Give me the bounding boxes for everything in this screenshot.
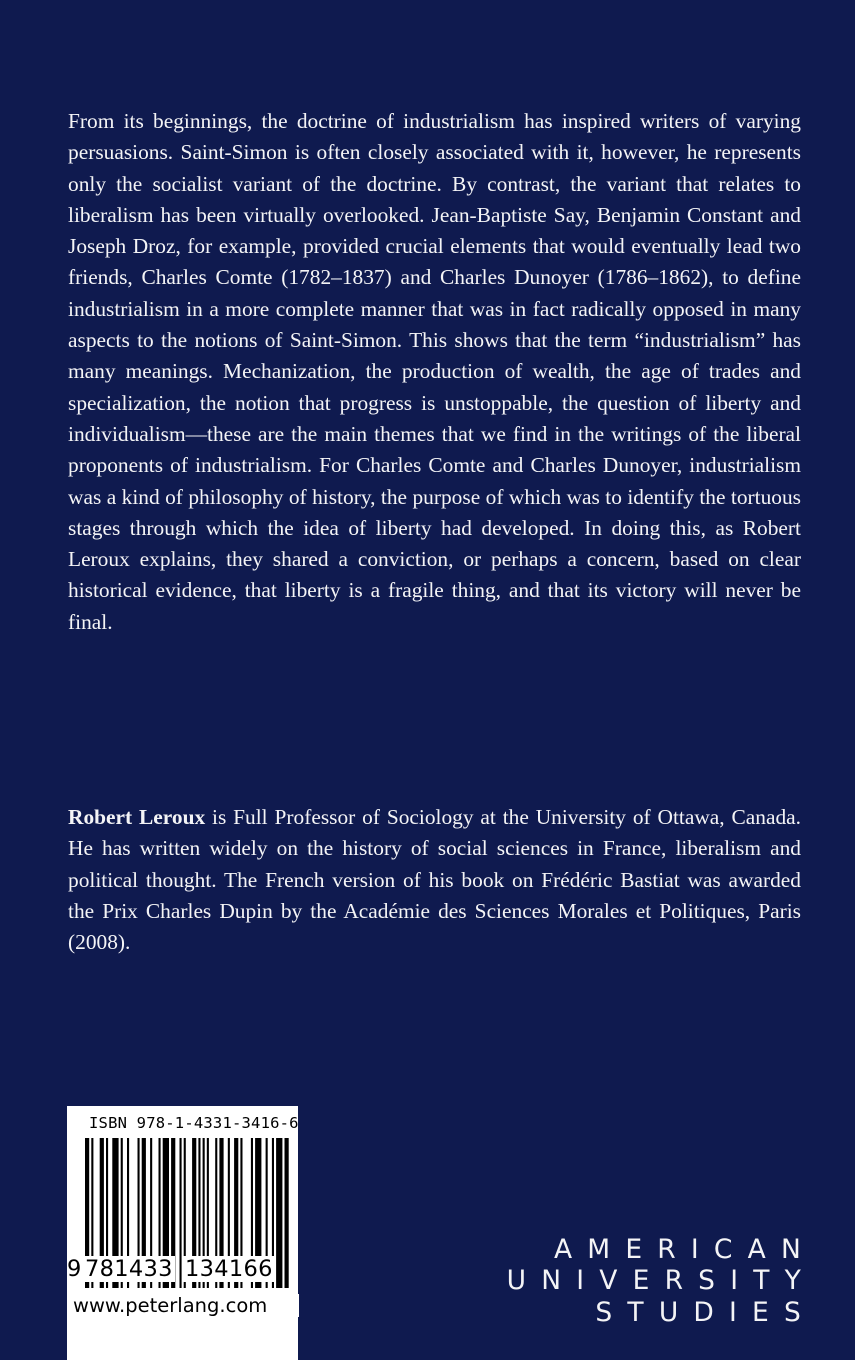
author-bio-text: is Full Professor of Sociology at the University of Ottawa, Canada. He has written widely on the history of social sciences in France, liberalism and political thought. The French version of his book on Frédéric Bastiat was awarded the Prix Charles Dupin by the Académie des Sciences Morales et Politiques, Paris (2008).	[68, 805, 801, 955]
barcode-digit-group-left: 781433	[85, 1256, 173, 1282]
barcode-bars	[75, 1138, 289, 1356]
publisher-website: www.peterlang.com	[71, 1294, 299, 1317]
barcode-digit-lead: 9	[67, 1256, 82, 1282]
isbn-label: ISBN 978-1-4331-3416-6	[89, 1114, 299, 1132]
author-bio	[68, 802, 801, 958]
barcode-panel	[67, 1106, 298, 1360]
series-line-3: STUDIES	[595, 1296, 816, 1328]
series-name	[507, 1234, 816, 1328]
series-line-2: UNIVERSITY	[506, 1265, 816, 1297]
barcode-digit-group-right: 134166	[185, 1256, 273, 1282]
barcode-digits	[67, 1256, 297, 1286]
book-description: From its beginnings, the doctrine of industrialism has inspired writers of varying persuasions. Saint-Simon is often closely associated with it, however, he represents only the socialist variant of the doctrine. By contrast, the variant that relates to liberalism has been virtually overlooked. Jean-Baptiste Say, Benjamin Constant and Joseph Droz, for example, provided crucial elements that would eventually lead two friends, Charles Comte (1782–1837) and Charles Dunoyer (1786–1862), to define industrialism in a more complete manner that was in fact radically opposed in many aspects to the notions of Saint-Simon. This shows that the term “industrialism” has many meanings. Mechanization, the production of wealth, the age of trades and specialization, the notion that progress is unstoppable, the question of liberty and individualism—these are the main themes that we find in the writings of the liberal proponents of industrialism. For Charles Comte and Charles Dunoyer, industrialism was a kind of philosophy of history, the purpose of which was to identify the tortuous stages through which the idea of liberty had developed. In doing this, as Robert Leroux explains, they shared a conviction, or perhaps a concern, based on clear historical evidence, that liberty is a fragile thing, and that its victory will never be final.	[68, 109, 801, 634]
author-name: Robert Leroux	[68, 805, 206, 829]
series-line-1: AMERICAN	[553, 1234, 816, 1265]
